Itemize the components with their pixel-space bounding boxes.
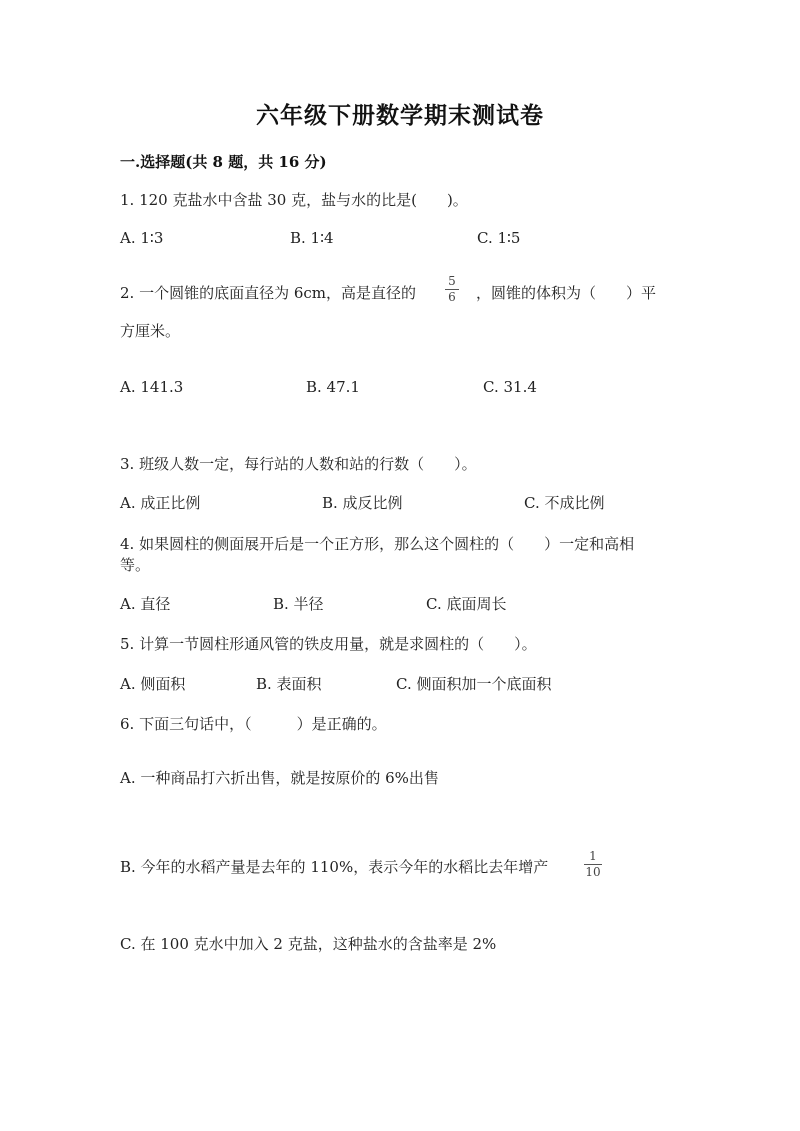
question-6-text: 6. 下面三句话中，（ ）是正确的。 [120,715,387,733]
question-2-text-before: 2. 一个圆锥的底面直径为 6cm，高是直径的 [120,284,417,302]
question-2-text-line2: 方厘米。 [120,322,181,340]
fraction-numerator: 1 [589,849,597,863]
question-4-text-line1: 4. 如果圆柱的侧面展开后是一个正方形，那么这个圆柱的（ ）一定和高相 [120,535,635,553]
question-2-text-after: ，圆锥的体积为（ ）平 [476,284,657,302]
question-6-option-a: A. 一种商品打六折出售，就是按原价的 6%出售 [120,769,439,787]
fraction-denominator: 6 [448,290,456,304]
question-2-option-a: A. 141.3 [120,378,184,396]
question-5-option-c: C. 侧面积加一个底面积 [396,675,552,693]
question-4-option-a: A. 直径 [120,595,171,613]
question-5-option-b: B. 表面积 [256,675,322,693]
question-1-text: 1. 120 克盐水中含盐 30 克，盐与水的比是( )。 [120,191,468,209]
question-2-option-c: C. 31.4 [483,378,537,396]
question-6-option-b: B. 今年的水稻产量是去年的 110%，表示今年的水稻比去年增产 [120,858,549,876]
question-2-option-b: B. 47.1 [306,378,360,396]
question-3-option-a: A. 成正比例 [120,494,201,512]
question-6-option-b-fraction [584,850,602,879]
question-4-option-b: B. 半径 [273,595,324,613]
question-1-option-a: A. 1∶3 [120,229,164,247]
section-heading: 一.选择题(共 8 题，共 16 分) [120,153,327,171]
fraction-denominator: 10 [585,865,601,879]
question-5-option-a: A. 侧面积 [120,675,186,693]
question-3-option-b: B. 成反比例 [322,494,403,512]
question-4-text-line2: 等。 [120,556,151,574]
question-1-option-c: C. 1∶5 [477,229,521,247]
question-3-option-c: C. 不成比例 [524,494,605,512]
question-5-text: 5. 计算一节圆柱形通风管的铁皮用量，就是求圆柱的（ ）。 [120,635,537,653]
question-1-option-b: B. 1∶4 [290,229,334,247]
question-3-text: 3. 班级人数一定，每行站的人数和站的行数（ ）。 [120,455,477,473]
page-title: 六年级下册数学期末测试卷 [256,102,544,129]
question-2-fraction [445,275,459,304]
fraction-numerator: 5 [448,274,456,288]
question-6-option-c: C. 在 100 克水中加入 2 克盐，这种盐水的含盐率是 2% [120,935,497,953]
question-4-option-c: C. 底面周长 [426,595,507,613]
